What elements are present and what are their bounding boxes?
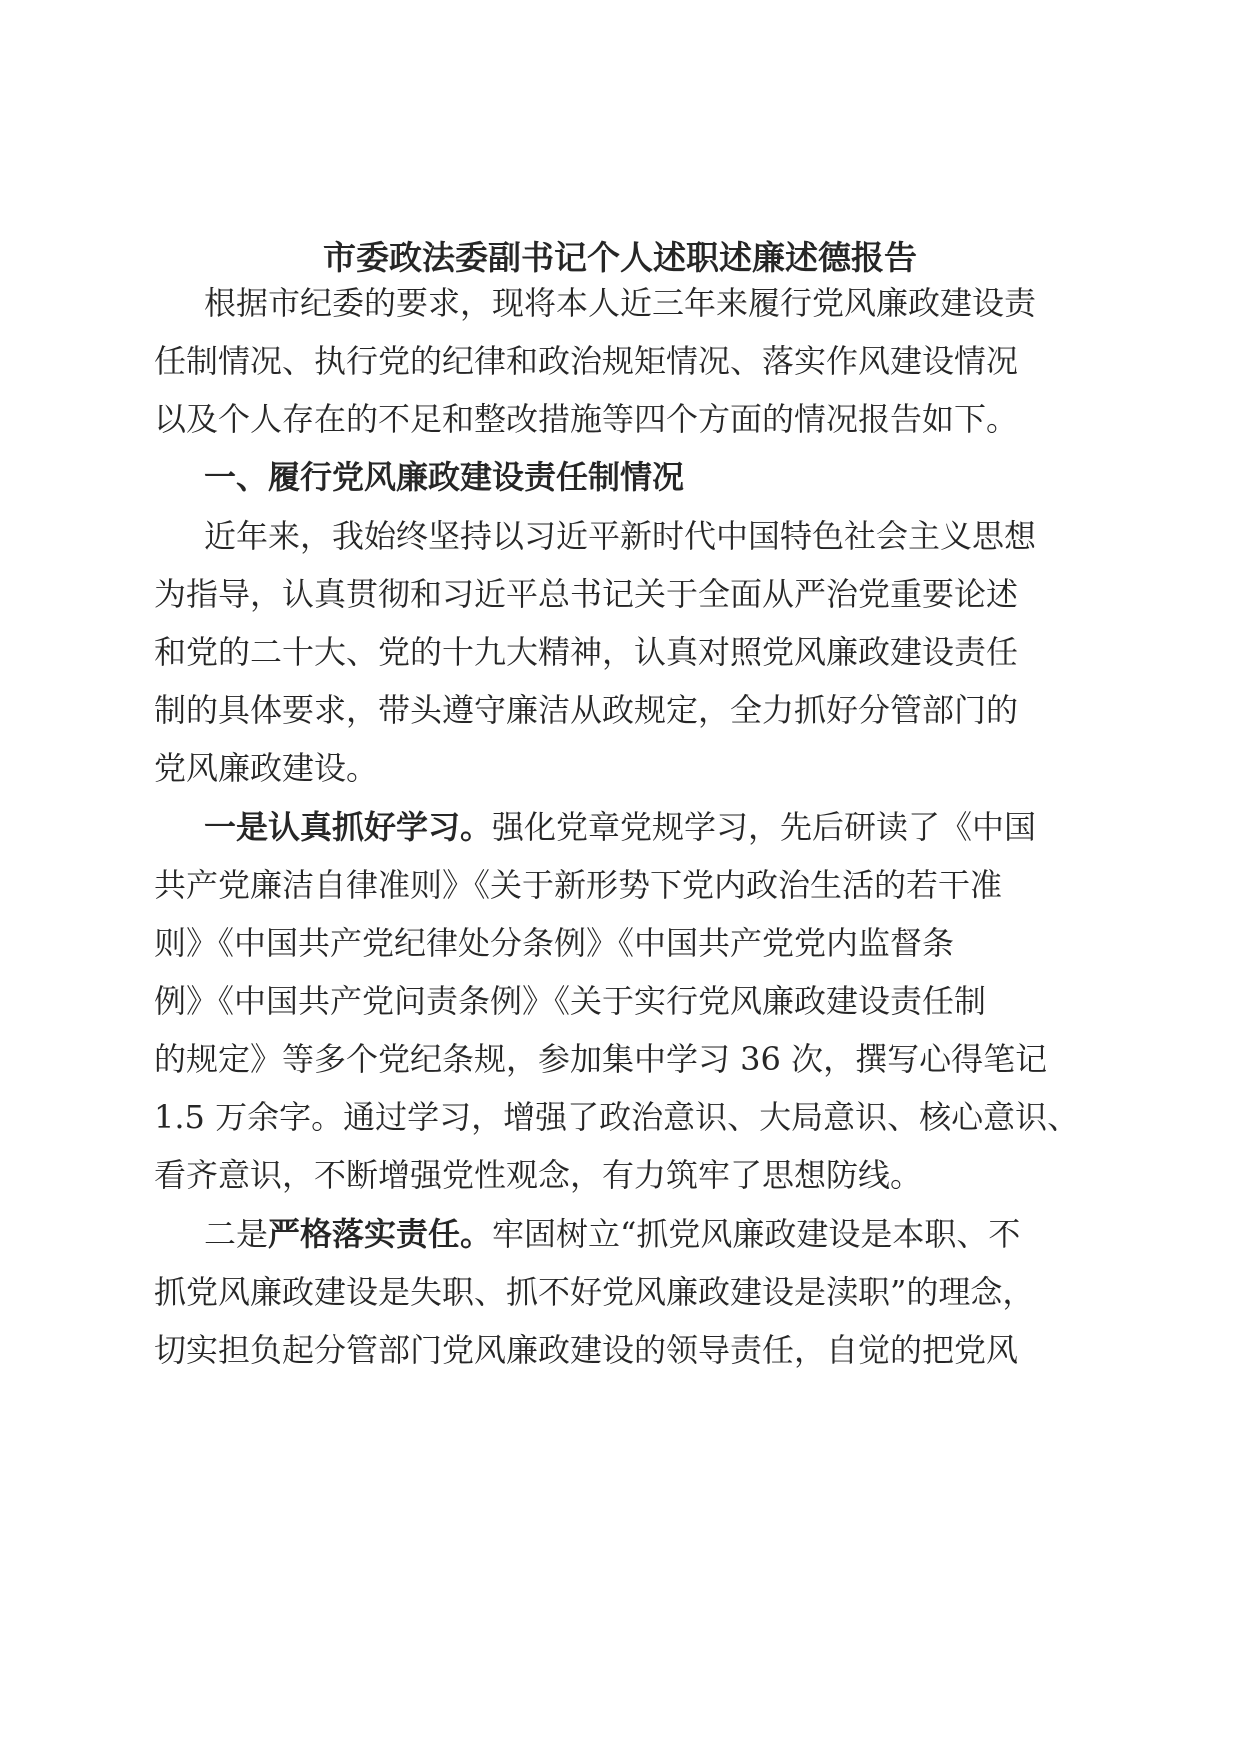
section-heading: 一、履行党风廉政建设责任制情况 (204, 458, 685, 496)
body-line: 近年来，我始终坚持以习近平新时代中国特色社会主义思想 (204, 517, 1037, 555)
body-line: 和党的二十大、党的十九大精神，认真对照党风廉政建设责任 (154, 633, 1019, 671)
body-line: 为指导，认真贯彻和习近平总书记关于全面从严治党重要论述 (154, 575, 1019, 613)
body-line: 的规定》等多个党纪条规，参加集中学习 36 次，撰写心得笔记 (154, 1040, 1048, 1078)
point-lead: 严格落实责任。 (268, 1215, 493, 1253)
point-text: 强化党章党规学习，先后研读了《中国 (492, 808, 1037, 846)
body-line: 则》《中国共产党纪律处分条例》《中国共产党党内监督条 (154, 924, 955, 962)
point-first-line (204, 807, 1036, 847)
point-text: 牢固树立“抓党风廉政建设是本职、不 (492, 1215, 1021, 1253)
intro-line: 根据市纪委的要求，现将本人近三年来履行党风廉政建设责 (204, 284, 1037, 322)
intro-line: 以及个人存在的不足和整改措施等四个方面的情况报告如下。 (154, 400, 1019, 438)
body-line: 抓党风廉政建设是失职、抓不好党风廉政建设是渎职”的理念， (154, 1273, 1035, 1311)
body-line: 党风廉政建设。 (154, 749, 379, 787)
body-line: 切实担负起分管部门党风廉政建设的领导责任，自觉的把党风 (154, 1331, 1019, 1369)
point-lead: 一是认真抓好学习。 (204, 808, 493, 846)
body-line: 看齐意识，不断增强党性观念，有力筑牢了思想防线。 (154, 1156, 923, 1194)
body-line: 共产党廉洁自律准则》《关于新形势下党内政治生活的若干准 (154, 866, 1003, 904)
body-line: 例》《中国共产党问责条例》《关于实行党风廉政建设责任制 (154, 982, 987, 1020)
point-first-line (204, 1214, 1020, 1254)
intro-line: 任制情况、执行党的纪律和政治规矩情况、落实作风建设情况 (154, 342, 1019, 380)
document-title: 市委政法委副书记个人述职述廉述德报告 (323, 238, 917, 277)
body-line: 制的具体要求，带头遵守廉洁从政规定，全力抓好分管部门的 (154, 691, 1019, 729)
point-prefix: 二是 (204, 1215, 269, 1253)
body-line: 1.5 万余字。通过学习，增强了政治意识、大局意识、核心意识、 (154, 1098, 1080, 1136)
